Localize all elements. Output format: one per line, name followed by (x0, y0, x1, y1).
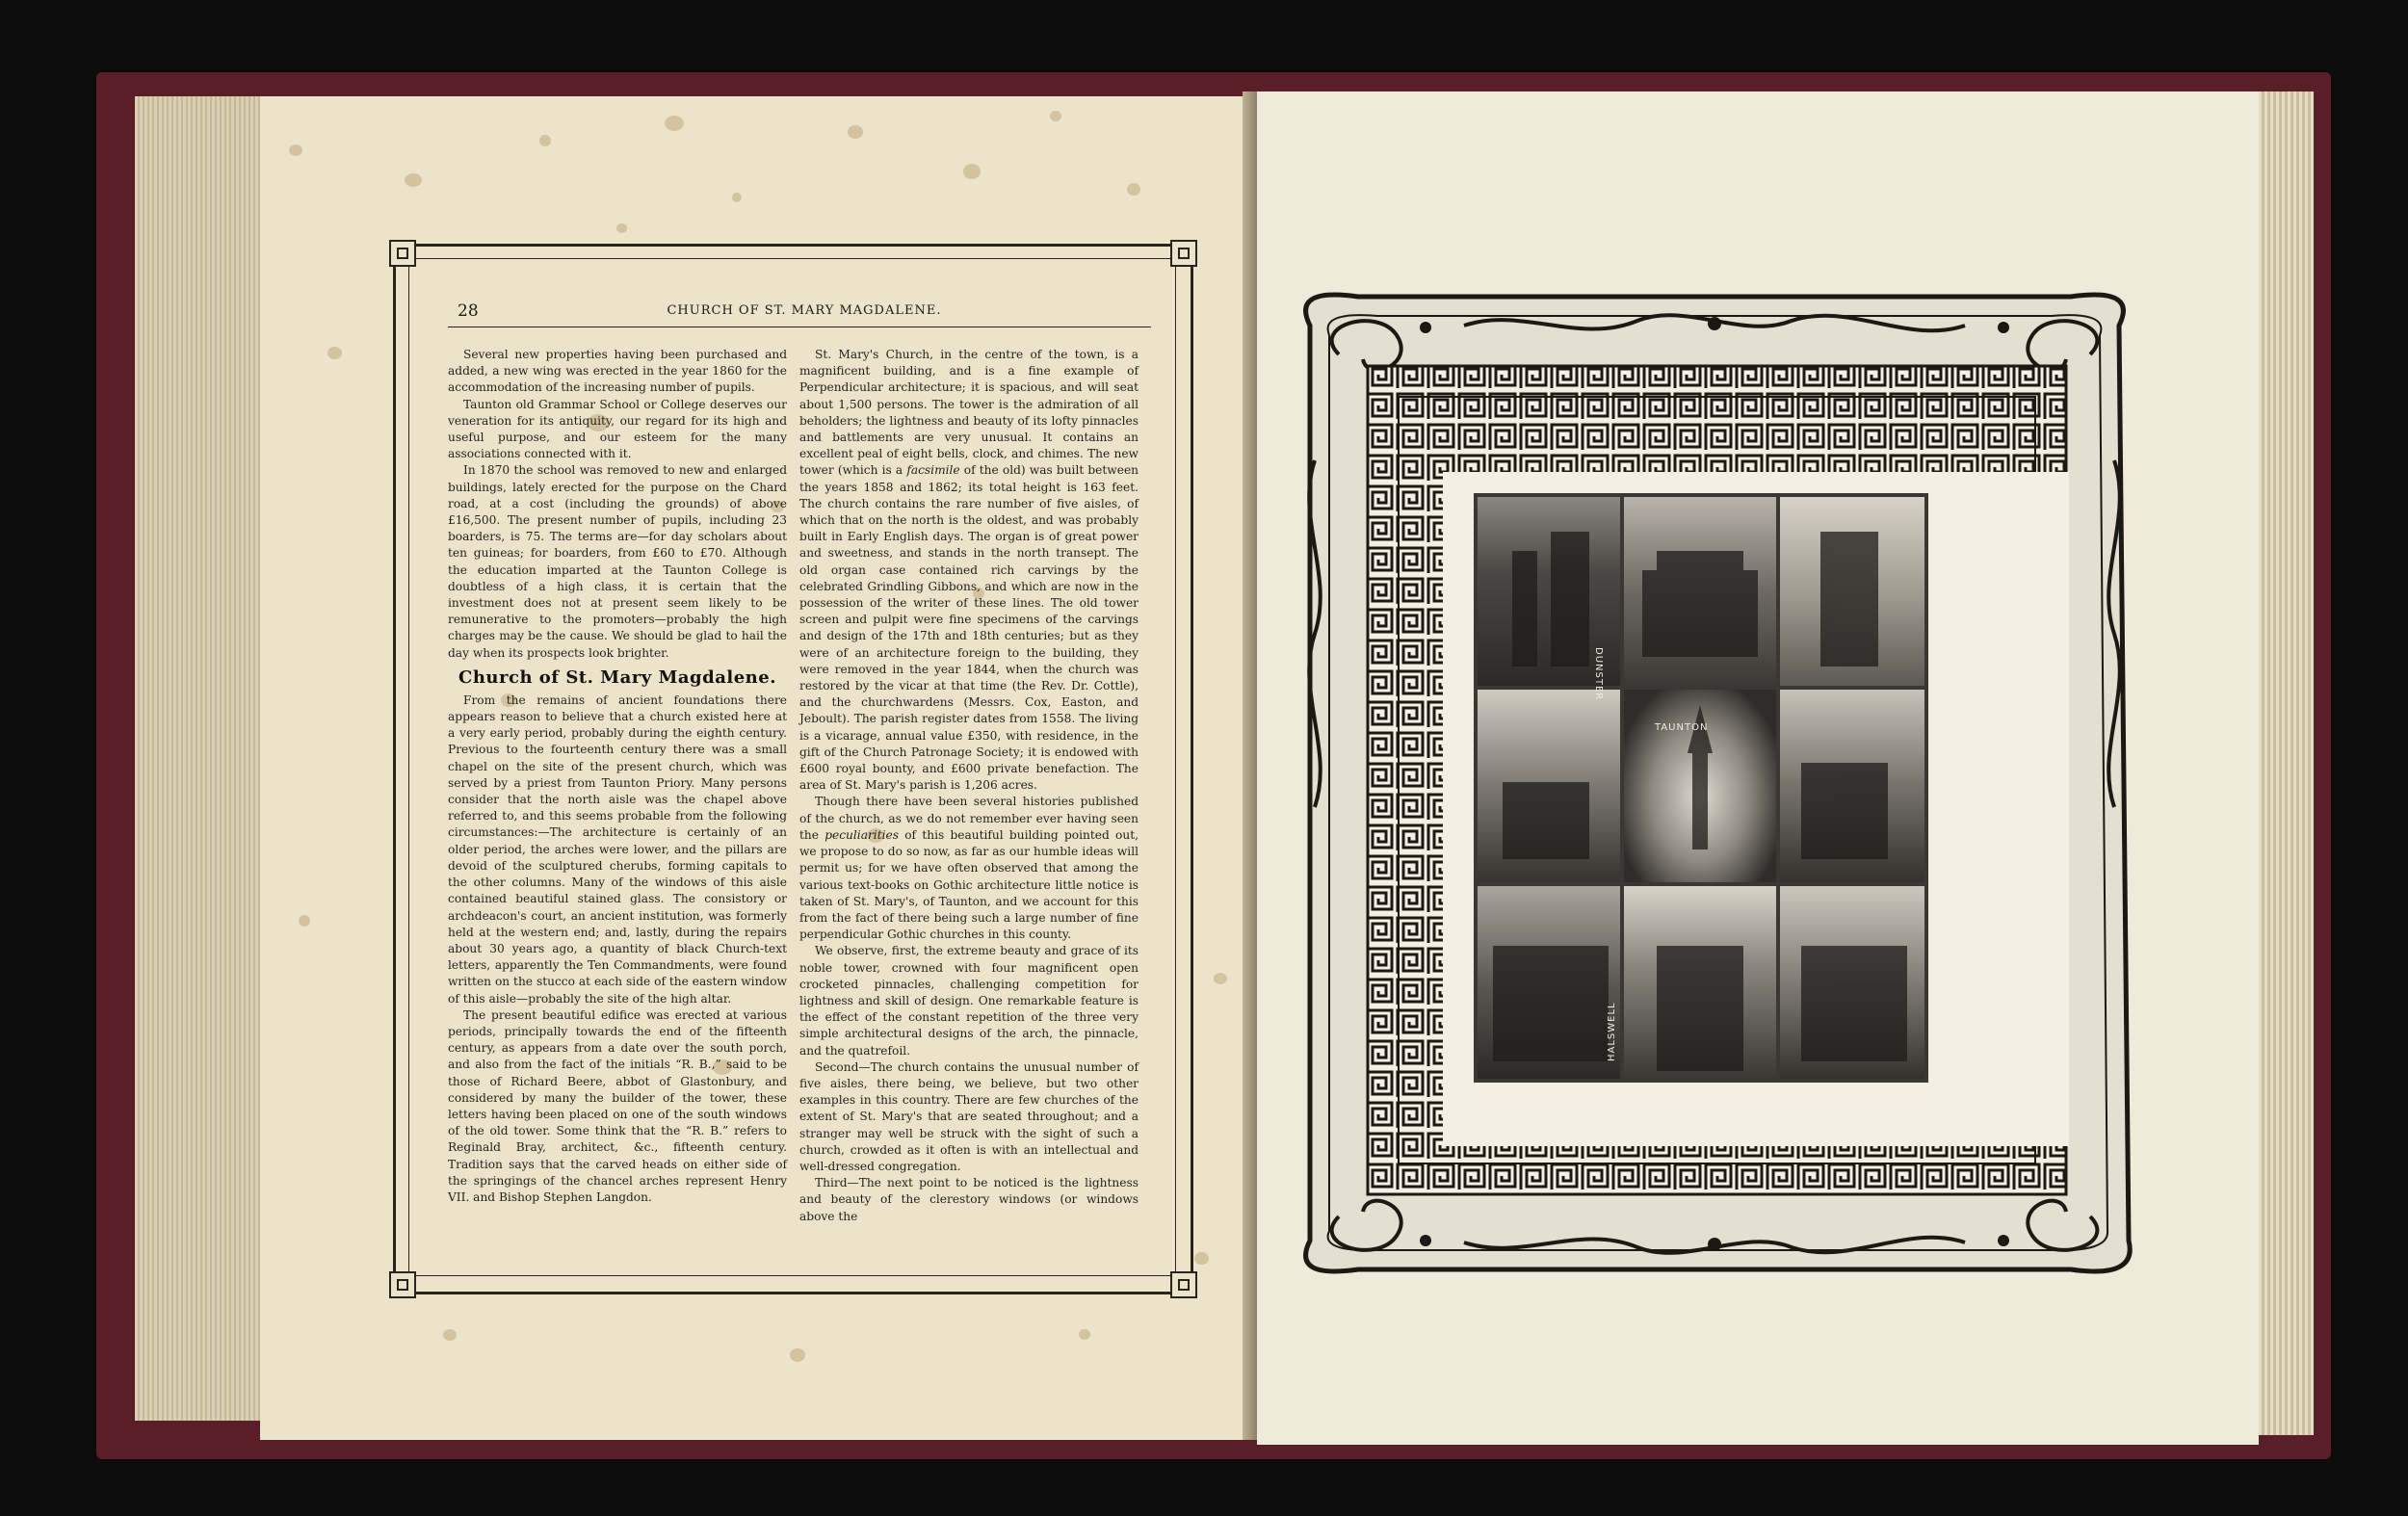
photo-caption: HALSWELL (1607, 1002, 1617, 1061)
section-heading: Church of St. Mary Magdalene. (458, 667, 776, 688)
paragraph: Second—The church contains the unusual number of five aisles, there being, we believe, but two other examples in this country. There are few churches of the extent of St. Mary's that are seated throughout; and a stranger may well be struck with the sight of such a church, crowded as it often is with an intellectual and well-dressed congregation. (799, 1059, 1139, 1173)
paragraph: Though there have been several histories published of the church, as we do not remember ever having seen the peculiarities of this beautiful building pointed out, we propose to do so now, as far as our humble ideas will permit us; for we have often observed that among the various text-books on Gothic architecture little notice is taken of St. Mary's, of Taunton, and we account for this from the fact of there being such a large number of fine perpendicular Gothic churches in this county. (799, 795, 1139, 942)
photo-silhouettes (1474, 493, 1928, 1083)
border-corner-ornament (389, 240, 416, 267)
paragraph: From the remains of ancient foundations there appears reason to believe that a church existed here at a very early period, probably during the eighth century. Previous to the fourteenth century there was a small chapel on the site of the present church, which was served by a priest from Taunton Priory. Many persons consider that the north aisle was the chapel above referred to, and this seems probable from the following circumstances:—The architecture is certainly of an older period, the arches were lower, and the pillars are devoid of the sculptured cherubs, forming capitals to the other columns. Many of the windows of this aisle contained beautiful stained glass. The consistory or archdeacon's court, an ancient institution, was formerly held at the western end; and, lastly, during the repairs about 30 years ago, a quantity of black Church-text letters, apparently the Ten Commandments, were found written on the stucco at each side of the eastern window of this aisle—probably the site of the high altar. (448, 693, 787, 1006)
paragraph: Taunton old Grammar School or College deserves our veneration for its antiquity, our regard for its high and useful purpose, and our esteem for the many associations connected with it. (448, 397, 787, 461)
border-corner-ornament (389, 1271, 416, 1298)
border-corner-ornament (1170, 240, 1197, 267)
paragraph: In 1870 the school was removed to new and enlarged buildings, lately erected for the purpose on the Chard road, at a cost (including the grounds) of above £16,500. The present number of pupils, including 23 boarders, is 75. The terms are—for day scholars about ten guineas; for boarders, from £60 to £70. Although the education imparted at the Taunton College is doubtless of a high class, it is certain that the investment does not at present seem likely to be remunerative to the promoters—probably the high charges may be the cause. We should be glad to hail the day when its prospects look brighter. (448, 463, 787, 660)
running-head (448, 301, 1151, 327)
paragraph: Several new properties having been purchased and added, a new wing was erected in the year 1860 for the accommodation of the increasing number of pupils. (448, 348, 787, 395)
photograph-collage (1474, 493, 1928, 1083)
left-page-edges (135, 96, 270, 1421)
photo-caption: DUNSTER (1593, 647, 1604, 701)
paragraph: We observe, first, the extreme beauty and grace of its noble tower, crowned with four magnificent open crocketed pinnacles, challenging competition for lightness and skill of design. One remarkable feature is the effect of the constant repetition of the three very simple architectural designs of the arch, the pinnacle, and the quatrefoil. (799, 944, 1139, 1058)
paragraph: The present beautiful edifice was erected at various periods, principally towards the end of the fifteenth century, as appears from a date over the south porch, and also from the fact of the initials “R. B.,” said to be those of Richard Beere, abbot of Glastonbury, and considered by many the builder of the tower, these letters having been placed on one of the south windows of the old tower. Some think that the “R. B.” refers to Reginald Bray, architect, &c., fifteenth century. Tradition says that the carved heads on either side of the springings of the chancel arches represent Henry VII. and Bishop Stephen Langdon. (448, 1007, 787, 1204)
paragraph: Third—The next point to be noticed is the lightness and beauty of the clerestory windows (or windows above the (799, 1176, 1139, 1223)
border-corner-ornament (1170, 1271, 1197, 1298)
page-number: 28 (458, 301, 479, 321)
running-head-title: CHURCH OF ST. MARY MAGDALENE. (667, 303, 942, 318)
text-column-right (799, 347, 1139, 1223)
text-column-left (448, 347, 787, 1214)
paragraph: St. Mary's Church, in the centre of the town, is a magnificent building, and is a fine example of Perpendicular architecture; it is spacious, and will seat about 1,500 persons. The tower is the admiration of all beholders; the lightness and beauty of its lofty pinnacles and battlements are very unusual. It contains an excellent peal of eight bells, clock, and chimes. The new tower (which is a facsimile of the old) was built between the years 1858 and 1862; its total height is 163 feet. The church contains the rare number of five aisles, of which that on the north is the oldest, and was probably built in Early English days. The organ is of great power and sweetness, and stands in the north transept. The old organ case contained rich carvings by the celebrated Grindling Gibbons, and which are now in the possession of the writer of these lines. The old tower screen and pulpit were fine specimens of the carvings and design of the 17th and 18th centuries; but as they were of an architecture foreign to the building, they were removed in the year 1844, when the church was restored by the vicar at that time (the Rev. Dr. Cottle), and the churchwardens (Messrs. Cox, Easton, and Jeboult). The parish register dates from 1558. The living is a vicarage, annual value £350, with residence, in the gift of the Church Patronage Society; it is endowed with £600 royal bounty, and £600 private benefaction. The area of St. Mary's parish is 1,206 acres. (799, 348, 1139, 793)
photo-caption: TAUNTON (1655, 722, 1709, 733)
